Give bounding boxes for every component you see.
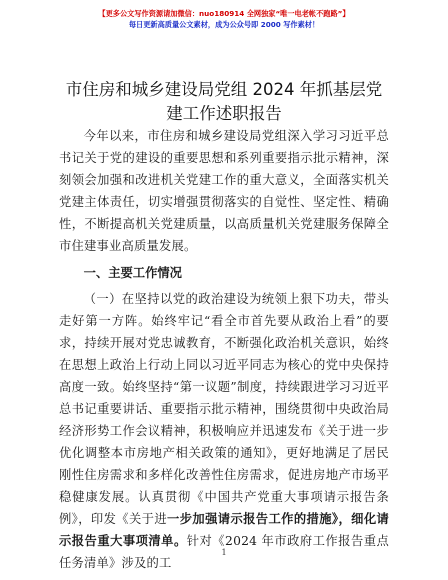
promo-banner — [0, 8, 448, 30]
paragraph-1-tail: 针对《2024 年市政府工作报告重点任务清单》涉及的工 — [59, 534, 389, 570]
document-body — [59, 125, 389, 574]
intro-paragraph: 今年以来，市住房和城乡建设局党组深入学习习近平总书记关于党的建设的重要思想和系列重要指示批示精神，深刻领会加强和改进机关党建工作的重大意义，全面落实机关党建主体责任，切实增强贯彻落实的自觉性、坚定性、精确性，不断提高机关党建质量，以高质量机关党建服务保障全市住建事业高质量发展。 — [59, 129, 389, 253]
paragraph-1-text: （一）在坚持以党的政治建设为统领上狠下功夫，带头走好第一方阵。始终牢记“看全市首先要从政治上看”的要求，持续开展对党忠诚教育，不断强化政治机关意识，始终在思想上政治上行动上同以习近平同志为核心的党中央保持高度一致。始终坚持“第一议题”制度，持续跟进学习习近平总书记重要讲话、重要指示批示精神，围绕贯彻中央政治局经济形势工作会议精神，积极响应并迅速发布《关于进一步优化调整本市房地产相关政策的通知》，更好地满足了居民刚性住房需求和多样化改善性住房需求，促进房地产市场平稳健康发展。认真贯彻《中国共产党重大事项请示报告条例》，印发《关于进 — [59, 292, 389, 526]
paragraph-1-bold-text: 一步加强请示报告工作的措施》，细化请示报告重大事项清单。 — [59, 512, 389, 548]
page-number: 1 — [221, 548, 227, 557]
promo-line-1: 【更多公文写作资源请加微信：nuo180914 全网独家“唯一电老帐不跑路”】 — [98, 9, 350, 18]
document-title: 市住房和城乡建设局党组 2024 年抓基层党建工作述职报告 — [65, 80, 383, 123]
section-heading-1: 一、主要工作情况 — [83, 266, 182, 280]
promo-line-2: 每日更新高质量公文素材，成为公众号即 2000 写作素材！ — [128, 20, 320, 29]
paragraph-1 — [59, 288, 389, 574]
